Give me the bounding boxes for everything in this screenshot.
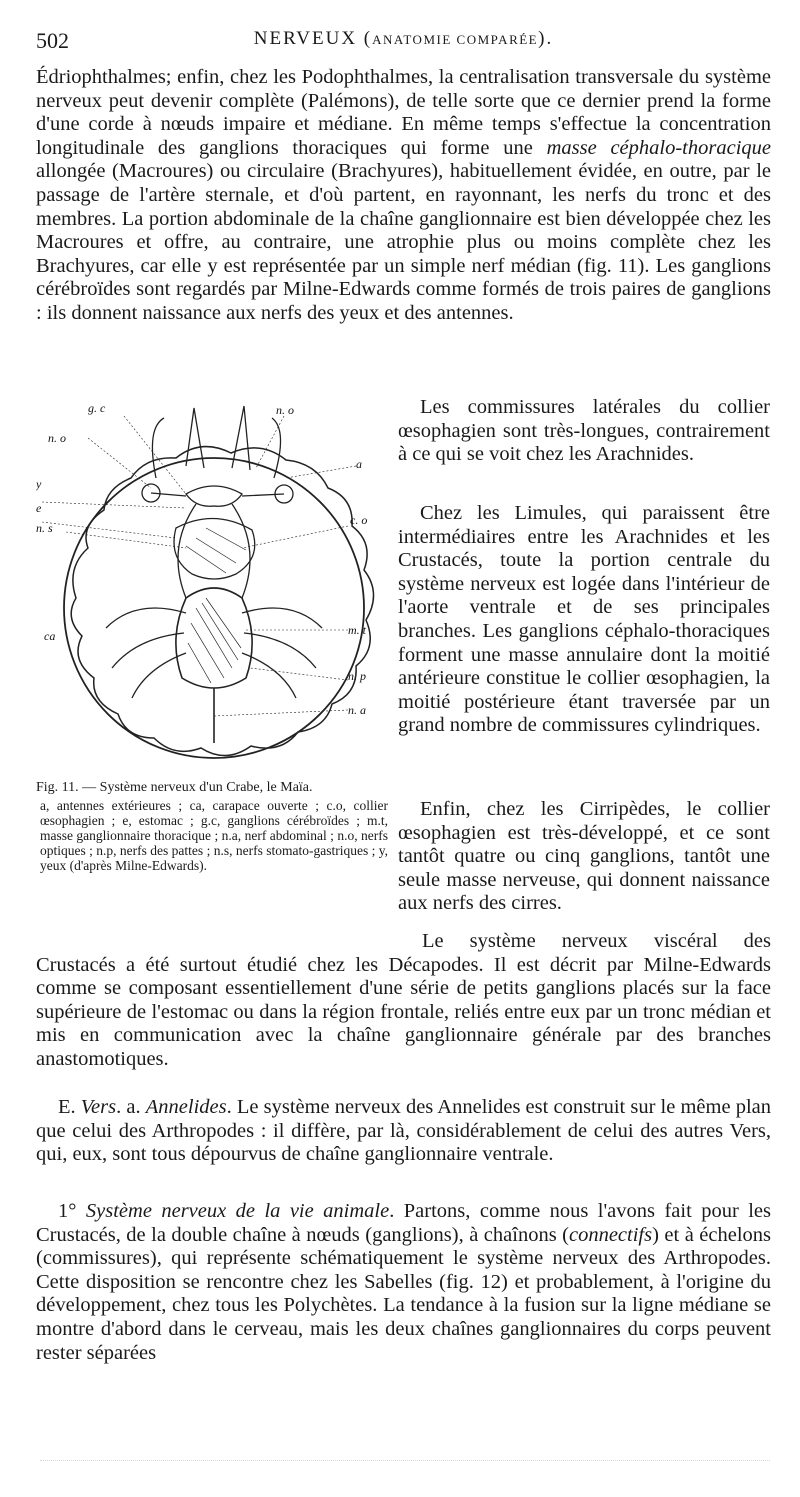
label-ca: ca xyxy=(44,629,56,643)
stomach xyxy=(174,518,255,579)
paragraph-commissures: Les commissures latérales du collier œsophagien sont très-longues, contrairement à ce qui se voit chez les Arachnides. xyxy=(398,396,770,466)
running-header xyxy=(36,28,771,56)
paragraph-crustaces: Édriophthalmes; enfin, chez les Podophthalmes, la centralisation transversale du système nerveux peut devenir complète (Palémons), de telle sorte que ce dernier prend la forme d'une corde à nœuds impaire et médiane. En même temps s'effectue la concentration longitudinale des ganglions thoraciques qui forme une masse céphalo-thoracique allongée (Macroures) ou circulaire (Brachyures), habituellement évidée, en outre, par le passage de l'artère sternale, et d'où partent, en rayonnant, les nerfs du tronc et des membres. La portion abdominale de la chaîne ganglionnaire est bien développée chez les Macroures et offre, au contraire, une atrophie plus ou moins complète chez les Brachyures, car elle y est représentée par un simple nerf médian (fig. 11). Les ganglions cérébroïdes sont regardés par Milne-Edwards comme formés de trois paires de ganglions : ils donnent naissance aux nerfs des yeux et des antennes. xyxy=(36,66,771,324)
paragraph-annelides: E. Vers. a. Annelides. Le système nerveux des Annelides est construit sur le même plan que celui des Arthropodes : il diffère, par là, considérablement de celui des autres Vers, qui, eux, sont tous dépourvus de chaîne ganglionnaire ventrale. xyxy=(36,1096,771,1166)
figure-caption xyxy=(36,780,388,873)
label-np: n. p xyxy=(348,669,366,683)
label-mt: m. t xyxy=(348,623,366,637)
antenna-outer-right xyxy=(272,418,281,478)
label-ns: n. s xyxy=(36,521,53,535)
optic-nerves xyxy=(151,493,284,496)
running-title: NERVEUX (ANATOMIE COMPARÉE). xyxy=(253,28,554,49)
paragraph-limules: Chez les Limules, qui paraissent être intermédiaires entre les Arachnides et les Crustacés, toute la portion centrale du système nerveux est logée dans l'intérieur de l'aorte ventrale et de ses principales branches. Les ganglions céphalo-thoraciques forment une masse annulaire dont la moitié antérieure constitue le collier œsophagien, la moitié postérieure étant traversée par un grand nombre de commissures cylindriques. xyxy=(398,502,770,737)
paragraph-vie-animale: 1° Système nerveux de la vie animale. Partons, comme nous l'avons fait pour les Crustacés, de la double chaîne à nœuds (ganglions), à chaînons (connectifs) et à échelons (commissures), qui représente schématiquement le système nerveux des Arthropodes. Cette disposition se rencontre chez les Sabelles (fig. 12) et probablement, à l'origine du développement, chez tous les Polychètes. La tendance à la fusion sur la ligne médiane se montre d'abord dans le cerveau, mais les deux chaînes ganglionnaires du corps peuvent rester séparées xyxy=(36,1200,771,1364)
label-a: a xyxy=(356,457,362,471)
label-y: y xyxy=(36,477,42,491)
paragraph-cirripedes: Enfin, chez les Cirripèdes, le collier œsophagien est très-développé, et ce sont tantôt quatre ou cinq ganglions, tantôt une seule masse nerveuse, qui donnent naissance aux nerfs des cirres. xyxy=(398,798,770,915)
leader-lines xyxy=(42,416,356,716)
label-no-left: n. o xyxy=(48,431,66,445)
label-na: n. a xyxy=(348,703,366,717)
cerebral-ganglia xyxy=(186,486,242,506)
label-no-top: n. o xyxy=(276,403,294,417)
crab-illustration xyxy=(36,398,386,776)
hatching xyxy=(186,528,246,683)
label-e: e xyxy=(36,501,42,515)
page-number: 502 xyxy=(36,28,69,53)
label-gc: g. c xyxy=(88,401,106,415)
bleed-through-line xyxy=(40,1460,770,1467)
label-co: c. o xyxy=(350,513,368,527)
figure-crab-nervous-system xyxy=(36,398,386,776)
paragraph-visceral: Le système nerveux viscéral des Crustacés a été surtout étudié chez les Décapodes. Il est décrit par Milne-Edwards comme se composant essentiellement d'une série de petits ganglions placés sur la face supérieure de l'estomac ou dans la région frontale, reliés entre eux par un tronc médian et mis en communication avec la chaîne ganglionnaire générale par des branches anastomotiques. xyxy=(36,930,771,1070)
caption-title: Fig. 11. — Système nerveux d'un Crabe, le Maïa. xyxy=(36,780,313,795)
caption-body: a, antennes extérieures ; ca, carapace ouverte ; c.o, collier œsophagien ; e, estomac ; g.c, ganglions cérébroïdes ; m.t, masse ganglionnaire thoracique ; n.a, nerf abdominal ; n.o, nerfs optiques ; n.p, nerfs des pattes ; n.s, nerfs stomato-gastriques ; y, yeux (d'après Milne-Edwards). xyxy=(40,798,388,873)
